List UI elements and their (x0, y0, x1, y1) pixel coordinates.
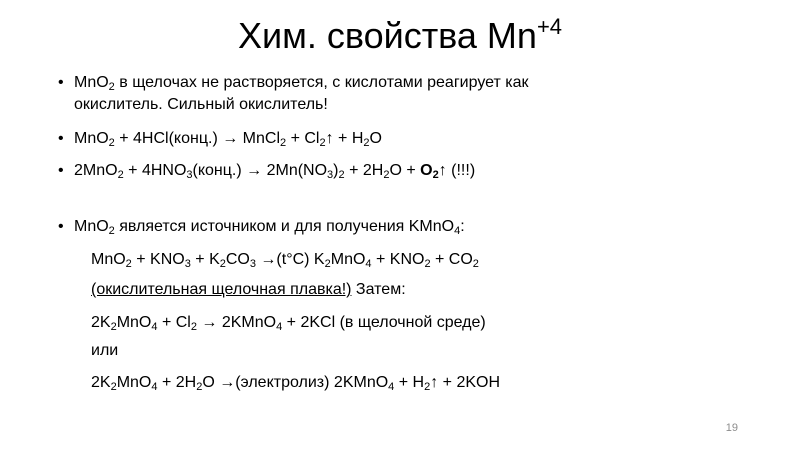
slide-title: Хим. свойства $Mn^{+4}$ (237, 14, 563, 56)
bullet-icon: • (58, 74, 64, 91)
bullet-icon: • (58, 130, 64, 147)
equation-chlorine: $2K_2MnO_4 + Cl_2$ → 2KMnO$_4$ + 2KCl (в щелочной среде) (91, 314, 486, 333)
bullet-line-3: • $2MnO_2 + 4HNO_3(конц.) \to 2Mn(NO_3)_2 + 2H_2O$ + $O_2↑$ (!!!) (58, 162, 476, 181)
fusion-note: (окислительная щелочная плавка!) Затем: (91, 281, 406, 298)
bullet-line-4: • MnO$_2$ является источником и для получения KMnO$_4$: (58, 218, 465, 237)
bullet-icon: • (58, 218, 64, 235)
oxygen-bold: $O_2$ (420, 162, 439, 181)
bullet-icon: • (58, 162, 64, 179)
page-number: 19 (725, 422, 738, 434)
equation-electrolysis: $2K_2MnO_4 + 2H_2O$ →(электролиз) 2KMnO$_4$ + $H_2↑ + 2KOH$ (91, 374, 501, 393)
bullet-line-2: • MnO$_2$ + 4HCl(конц.) → MnCl$_2$ + $Cl_2↑ + H_2O$ (58, 130, 382, 149)
equation-fusion: $MnO_2 + KNO_3 + K_2CO_3 \to(t^\circ C) K_2MnO_4 + KNO_2 + CO_2$ (91, 251, 479, 270)
title-superscript: +4 (536, 14, 563, 39)
bullet-line-1-continued: окислитель. Сильный окислитель! (74, 96, 328, 113)
bullet-line-1: • MnO$_2$ в щелочах не растворяется, с кислотами реагирует как (58, 74, 529, 93)
or-text: или (91, 342, 119, 359)
